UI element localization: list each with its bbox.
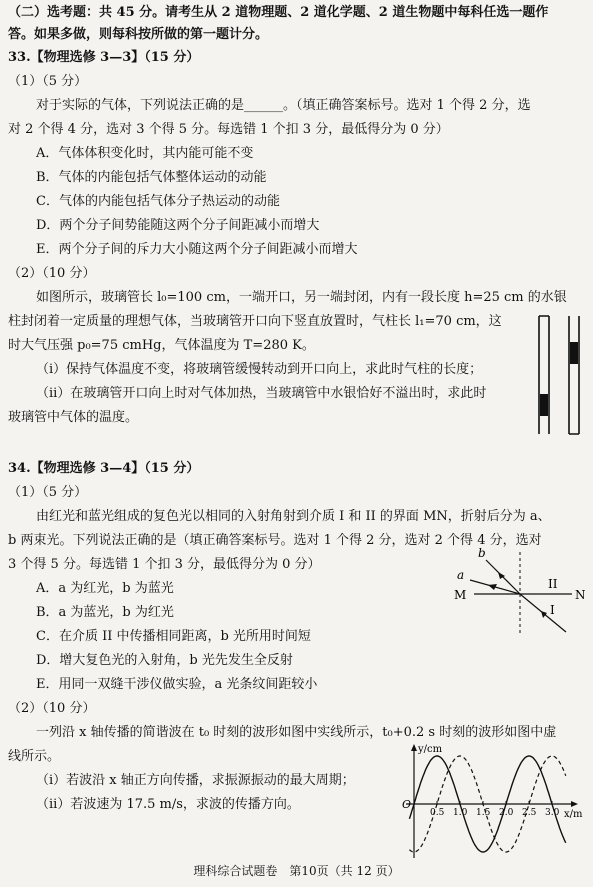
x-tick-label: 2.0 [499, 808, 514, 818]
section-header-line1: （二）选考题：共 45 分。请考生从 2 道物理题、2 道化学题、2 道生物题中每科任选一题作 [8, 5, 549, 20]
section-header-line2: 答。如果多做，则每科按所做的第一题计分。 [8, 27, 269, 42]
q33-part2-subq-ii: （ii）在玻璃管开口向上时对气体加热，当玻璃管中水银恰好不溢出时，求此时 [36, 386, 487, 401]
q34-part2-label: （2）（10 分） [8, 701, 96, 716]
q34-part1-line2: b 两束光。下列说法正确的是（填正确答案标号。选对 1 个得 2 分，选对 2 个得 4 分，选对 [8, 533, 542, 548]
q33-part2-label: （2）（10 分） [8, 266, 96, 281]
q34-option-b: B．a 为蓝光，b 为红光 [36, 605, 174, 620]
q33-part2-line2: 柱封闭着一定质量的理想气体，当玻璃管开口向下竖直放置时，气柱长 l₁=70 cm，这 [8, 314, 502, 329]
label-b: b [478, 548, 486, 560]
q34-part1-line3: 3 个得 5 分。每选错 1 个扣 3 分，最低得分为 0 分） [8, 557, 321, 572]
q34-option-e: E．用同一双缝干涉仪做实验，a 光条纹间距较小 [36, 677, 318, 692]
q33-part1-stem-line1: 对于实际的气体，下列说法正确的是______。（填正确答案标号。选对 1 个得 2 分，选 [36, 98, 531, 113]
q34-part1-line1: 由红光和蓝光组成的复色光以相同的入射角射到介质 I 和 II 的界面 MN，折射后分为 a、 [36, 509, 551, 524]
q34-part2-line2: 线所示。 [8, 749, 61, 764]
x-axis-arrow [571, 801, 578, 807]
label-i: I [550, 603, 555, 617]
q33-title: 33.【物理选修 3—3】（15 分） [8, 50, 200, 65]
q33-part1-label: （1）（5 分） [8, 74, 88, 89]
q34-option-c: C．在介质 II 中传播相同距离，b 光所用时间短 [36, 629, 311, 644]
q33-part2-subq-ii-cont: 玻璃管中气体的温度。 [8, 410, 139, 425]
refraction-figure [448, 548, 588, 638]
tube-open-up [569, 316, 579, 434]
q33-option-c: C．气体的内能包括气体分子热运动的动能 [36, 194, 280, 209]
q34-option-a: A．a 为红光，b 为蓝光 [36, 581, 174, 596]
arrow-incident [541, 611, 547, 618]
q33-option-b: B．气体的内能包括气体整体运动的动能 [36, 170, 267, 185]
q34-option-d: D．增大复色光的入射角，b 光先发生全反射 [36, 653, 293, 668]
label-m: M [454, 588, 467, 602]
x-tick-label: 0.5 [430, 808, 445, 818]
q33-part2-line1: 如图所示，玻璃管长 l₀=100 cm，一端开口，另一端封闭，内有一段长度 h=25 cm 的水银 [36, 290, 567, 305]
q33-part1-stem-line2: 对 2 个得 4 分，选对 3 个得 5 分。每选错 1 个扣 3 分，最低得分为 0 分） [8, 122, 449, 137]
x-tick-label: 1.0 [453, 808, 468, 818]
x-axis-label: x/m [564, 809, 583, 820]
label-a: a [457, 568, 465, 582]
q33-part2-line3: 时大气压强 p₀=75 cmHg，气体温度为 T=280 K。 [8, 338, 315, 353]
tube-open-down [539, 316, 549, 434]
q34-part2-subq-ii: （ii）若波速为 17.5 m/s，求波的传播方向。 [36, 797, 300, 812]
q34-part2-line1: 一列沿 x 轴传播的简谐波在 t₀ 时刻的波形如图中实线所示，t₀+0.2 s 时刻的波形如图中虚 [36, 725, 557, 740]
origin-label: O [402, 798, 412, 811]
q33-part2-subq-i: （i）保持气体温度不变，将玻璃管缓慢转动到开口向上，求此时气柱的长度； [36, 362, 483, 377]
q34-part1-label: （1）（5 分） [8, 485, 88, 500]
q33-option-d: D．两个分子间势能随这两个分子间距减小而增大 [36, 218, 320, 233]
q33-option-a: A．气体体积变化时，其内能可能不变 [36, 146, 254, 161]
page-footer: 理科综合试题卷 第10页（共 12 页） [193, 864, 400, 878]
q34-part2-subq-i: （i）若波沿 x 轴正方向传播，求振源振动的最大周期； [36, 773, 355, 788]
glass-tubes-figure [536, 312, 588, 440]
label-ii: II [548, 577, 558, 591]
label-n: N [575, 588, 586, 602]
q34-title: 34.【物理选修 3—4】（15 分） [8, 461, 200, 476]
y-axis-arrow [411, 744, 417, 751]
y-axis-label: y/cm [418, 744, 443, 755]
q33-option-e: E．两个分子间的斥力大小随这两个分子间距减小而增大 [36, 242, 358, 257]
x-tick-label: 3.0 [545, 808, 560, 818]
x-tick-label: 2.5 [522, 808, 537, 818]
wave-figure [398, 740, 588, 860]
x-tick-label: 1.5 [476, 808, 491, 818]
